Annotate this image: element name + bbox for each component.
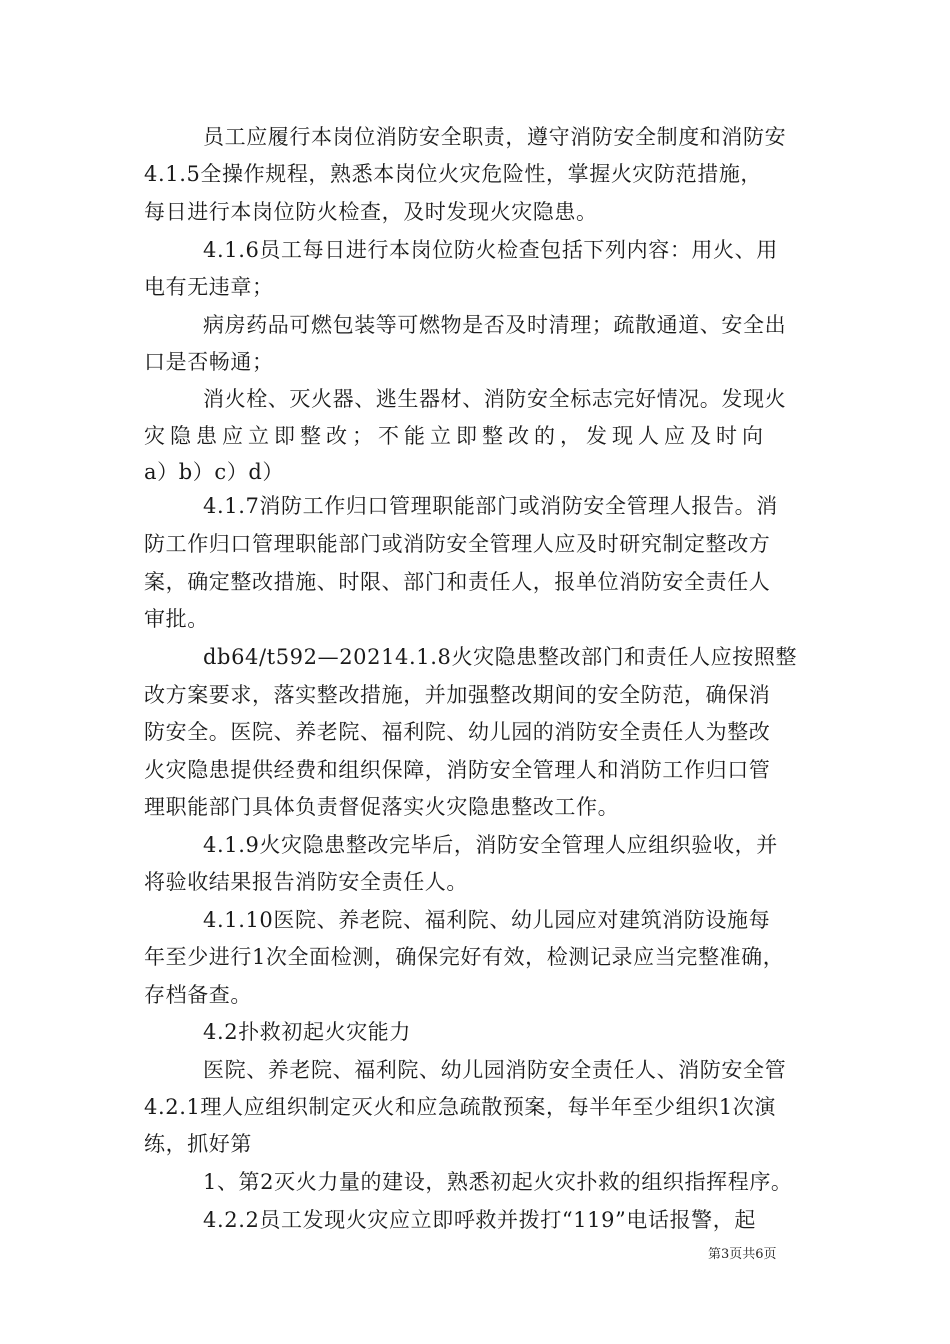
text-line: 改方案要求，落实整改措施，并加强整改期间的安全防范，确保消 [144,683,771,707]
text-line: 4.1.5全操作规程，熟悉本岗位火灾危险性，掌握火灾防范措施， [144,162,763,186]
text-line: 案，确定整改措施、时限、部门和责任人，报单位消防安全责任人 [144,570,771,594]
text-line: 练，抓好第 [144,1132,252,1156]
text-line: 员工应履行本岗位消防安全职责，遵守消防安全制度和消防安 [203,125,787,149]
text-line: 灾隐患应立即整改；不能立即整改的，发现人应及时向 [144,424,768,448]
text-line: 理职能部门具体负责督促落实火灾隐患整改工作。 [144,795,620,819]
text-line: 防安全。医院、养老院、福利院、幼儿园的消防安全责任人为整改 [144,720,771,744]
text-line: 4.1.9火灾隐患整改完毕后，消防安全管理人应组织验收，并 [203,833,778,857]
text-line: 4.2.1理人应组织制定灭火和应急疏散预案，每半年至少组织1次演 [144,1095,776,1119]
section-heading: 4.2扑救初起火灾能力 [203,1020,411,1044]
text-line: 将验收结果报告消防安全责任人。 [144,870,468,894]
text-line: 防工作归口管理职能部门或消防安全管理人应及时研究制定整改方 [144,532,771,556]
text-line: 4.1.10医院、养老院、福利院、幼儿园应对建筑消防设施每 [203,908,771,932]
text-line: 电有无违章； [144,275,274,299]
text-line: 审批。 [144,607,209,631]
text-line: 4.1.7消防工作归口管理职能部门或消防安全管理人报告。消 [203,494,778,518]
text-line: 4.1.6员工每日进行本岗位防火检查包括下列内容：用火、用 [203,238,778,262]
text-line: 年至少进行1次全面检测，确保完好有效，检测记录应当完整准确， [144,945,785,969]
text-line: 病房药品可燃包装等可燃物是否及时清理；疏散通道、安全出 [203,313,787,337]
text-line: 医院、养老院、福利院、幼儿园消防安全责任人、消防安全管 [203,1058,787,1082]
text-line: 4.2.2员工发现火灾应立即呼救并拨打“119”电话报警，起 [203,1208,756,1232]
text-line: a）b）c）d） [144,460,284,484]
text-line: 1、第2灭火力量的建设，熟悉初起火灾扑救的组织指挥程序。 [203,1170,793,1194]
text-line: 每日进行本岗位防火检查，及时发现火灾隐患。 [144,200,598,224]
text-line: db64/t592—20214.1.8火灾隐患整改部门和责任人应按照整 [203,645,798,669]
text-line: 口是否畅通； [144,350,274,374]
text-line: 火灾隐患提供经费和组织保障，消防安全管理人和消防工作归口管 [144,758,771,782]
page-number: 第3页共6页 [708,1247,777,1262]
text-line: 存档备查。 [144,983,252,1007]
text-line: 消火栓、灭火器、逃生器材、消防安全标志完好情况。发现火 [203,387,787,411]
